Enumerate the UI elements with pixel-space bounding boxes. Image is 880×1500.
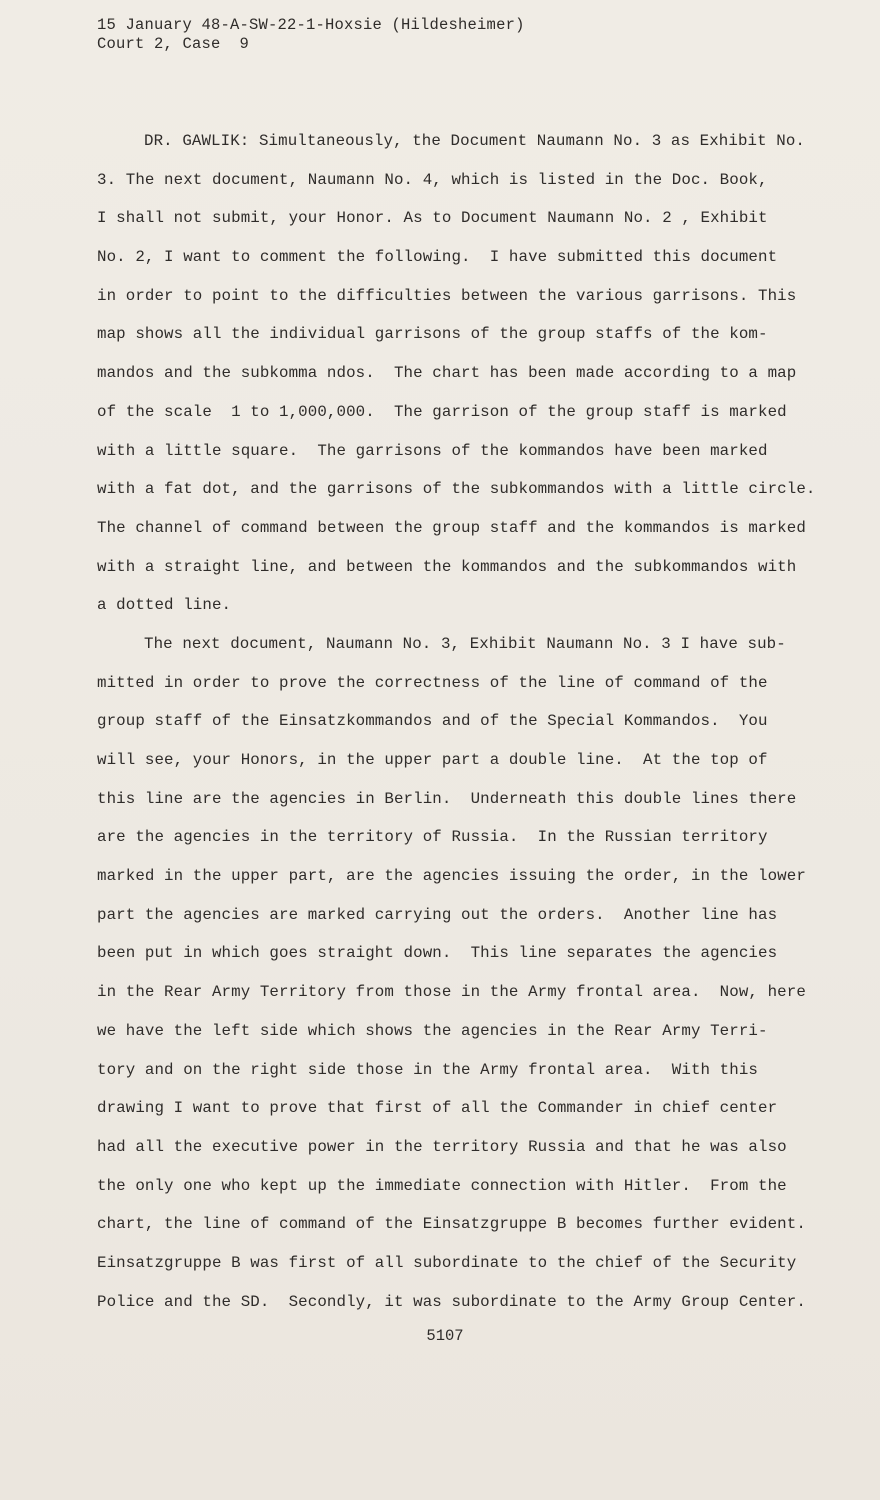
text-line: chart, the line of command of the Einsatzgruppe B becomes further evident. — [97, 1215, 806, 1234]
text-line: a dotted line. — [97, 596, 232, 615]
text-line: I shall not submit, your Honor. As to Document Naumann No. 2 , Exhibit — [97, 209, 768, 228]
text-line: are the agencies in the territory of Russia. In the Russian territory — [97, 828, 768, 847]
paragraph-gawlik-statement — [97, 128, 837, 631]
text-line: with a little square. The garrisons of the kommandos have been marked — [97, 441, 768, 460]
text-line: been put in which goes straight down. This line separates the agencies — [97, 944, 778, 963]
text-line: this line are the agencies in Berlin. Underneath this double lines there — [97, 789, 797, 808]
text-line: in the Rear Army Territory from those in the Army frontal area. Now, here — [97, 983, 806, 1002]
text-line: No. 2, I want to comment the following. I have submitted this document — [97, 248, 778, 267]
text-line: marked in the upper part, are the agencies issuing the order, in the lower — [97, 867, 806, 886]
text-line: had all the executive power in the territory Russia and that he was also — [97, 1137, 787, 1156]
text-line: will see, your Honors, in the upper part a double line. At the top of — [97, 751, 768, 769]
text-line: DR. GAWLIK: Simultaneously, the Document Naumann No. 3 as Exhibit No. — [144, 132, 805, 150]
header-court-line: Court 2, Case 9 — [97, 35, 250, 53]
page-number: 5107 — [426, 1327, 464, 1345]
text-line: drawing I want to prove that first of all the Commander in chief center — [97, 1099, 778, 1118]
text-line: we have the left side which shows the agencies in the Rear Army Terri- — [97, 1021, 768, 1040]
text-line: mitted in order to prove the correctness of the line of command of the — [97, 673, 768, 692]
text-line: with a fat dot, and the garrisons of the subkommandos with a little circle. — [97, 480, 816, 499]
text-line: tory and on the right side those in the Army frontal area. With this — [97, 1060, 758, 1079]
header-date-line: 15 January 48-A-SW-22-1-Hoxsie (Hildesheimer) — [97, 16, 525, 34]
text-line: the only one who kept up the immediate connection with Hitler. From the — [97, 1176, 787, 1195]
text-line: The next document, Naumann No. 3, Exhibit Naumann No. 3 I have sub- — [144, 634, 786, 653]
transcript-body — [97, 128, 837, 1327]
text-line: 3. The next document, Naumann No. 4, which is listed in the Doc. Book, — [97, 170, 768, 189]
text-line: map shows all the individual garrisons of the group staffs of the kom- — [97, 325, 768, 344]
text-line: of the scale 1 to 1,000,000. The garrison of the group staff is marked — [97, 402, 787, 421]
document-header — [97, 16, 525, 54]
text-line: part the agencies are marked carrying out the orders. Another line has — [97, 905, 778, 924]
text-line: in order to point to the difficulties between the various garrisons. This — [97, 286, 797, 305]
text-line: with a straight line, and between the kommandos and the subkommandos with — [97, 557, 797, 576]
text-line: group staff of the Einsatzkommandos and of the Special Kommandos. You — [97, 712, 768, 731]
text-line: The channel of command between the group staff and the kommandos is marked — [97, 518, 806, 537]
text-line: Police and the SD. Secondly, it was subordinate to the Army Group Center. — [97, 1292, 806, 1311]
paragraph-next-document — [97, 631, 837, 1327]
text-line: Einsatzgruppe B was first of all subordinate to the chief of the Security — [97, 1253, 797, 1272]
text-line: mandos and the subkomma ndos. The chart has been made according to a map — [97, 364, 797, 383]
